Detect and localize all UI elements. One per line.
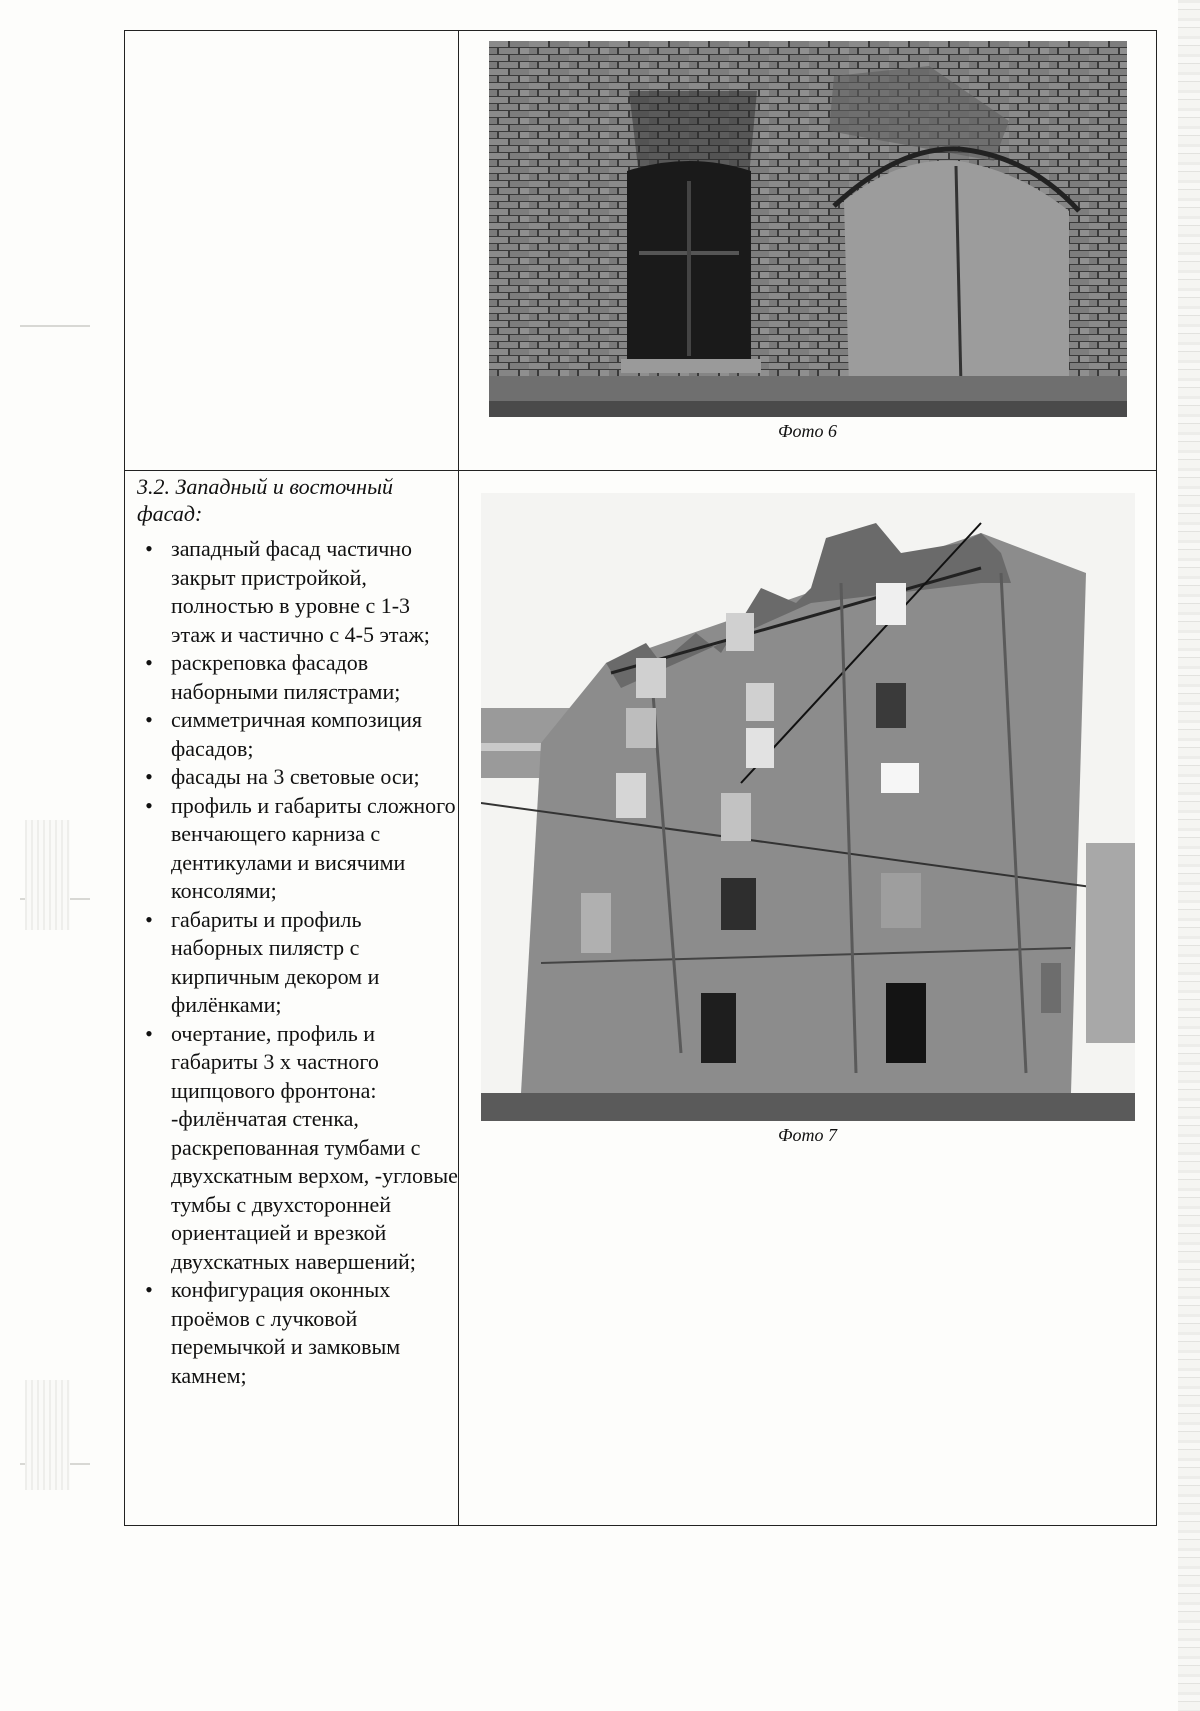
scan-mark — [20, 325, 90, 327]
bullet-icon: • — [145, 1277, 153, 1302]
list-item — [137, 535, 458, 649]
list-item-text: симметричная композиция фасадов; — [171, 707, 423, 761]
list-item — [137, 706, 458, 763]
table-row — [125, 31, 1157, 471]
list-item — [137, 649, 458, 706]
list-item — [137, 1020, 458, 1277]
list-item — [137, 763, 458, 792]
list-item-text: конфигурация оконных проёмов с лучковой перемычкой и замковым камнем; — [171, 1277, 401, 1388]
description-cell — [125, 471, 459, 1526]
section-title: 3.2. Западный и восточный фасад: — [137, 474, 393, 526]
photo6-cell — [459, 31, 1157, 471]
list-item-text: раскреповка фасадов наборными пилястрами; — [171, 650, 401, 704]
bullet-icon: • — [145, 1020, 153, 1046]
table-row — [125, 471, 1157, 1526]
list-item-text: фасады на 3 световые оси; — [171, 764, 420, 789]
list-item-text: профиль и габариты сложного венчающего карниза с дентикулами и висячими консолями; — [171, 792, 456, 903]
list-item — [137, 792, 458, 906]
bullet-icon: • — [145, 650, 153, 675]
scan-noise — [25, 1380, 70, 1490]
bullet-icon: • — [145, 707, 153, 732]
feature-list — [125, 535, 458, 1390]
bullet-icon: • — [145, 536, 153, 561]
photo-7-caption: Фото 7 — [778, 1125, 837, 1145]
empty-cell — [125, 31, 459, 471]
list-item-text: очертание, профиль и габариты 3 х частного щипцового фронтона: -филёнчатая стенка, раскрепованная тумбами с двухскатным верхом, -угловые тумбы с двухсторонней ориентацией и врезкой двухскатных навершений; — [171, 1020, 458, 1274]
photo-6-image — [489, 41, 1127, 417]
document-table — [124, 30, 1157, 1526]
list-item-text: западный фасад частично закрыт пристройкой, полностью в уровне с 1-3 этаж и частично с 4-5 этаж; — [171, 536, 430, 647]
photo-7-image — [481, 493, 1135, 1121]
photo7-cell — [459, 471, 1157, 1526]
list-item — [137, 1276, 458, 1390]
bullet-icon: • — [145, 906, 153, 932]
scan-noise — [25, 820, 70, 930]
bullet-icon: • — [145, 792, 153, 818]
photo-6-caption: Фото 6 — [778, 421, 837, 441]
list-item-text: габариты и профиль наборных пилястр с кирпичным декором и филёнками; — [171, 906, 380, 1017]
scan-edge-artifact — [1178, 0, 1200, 1711]
list-item — [137, 906, 458, 1020]
bullet-icon: • — [145, 764, 153, 789]
